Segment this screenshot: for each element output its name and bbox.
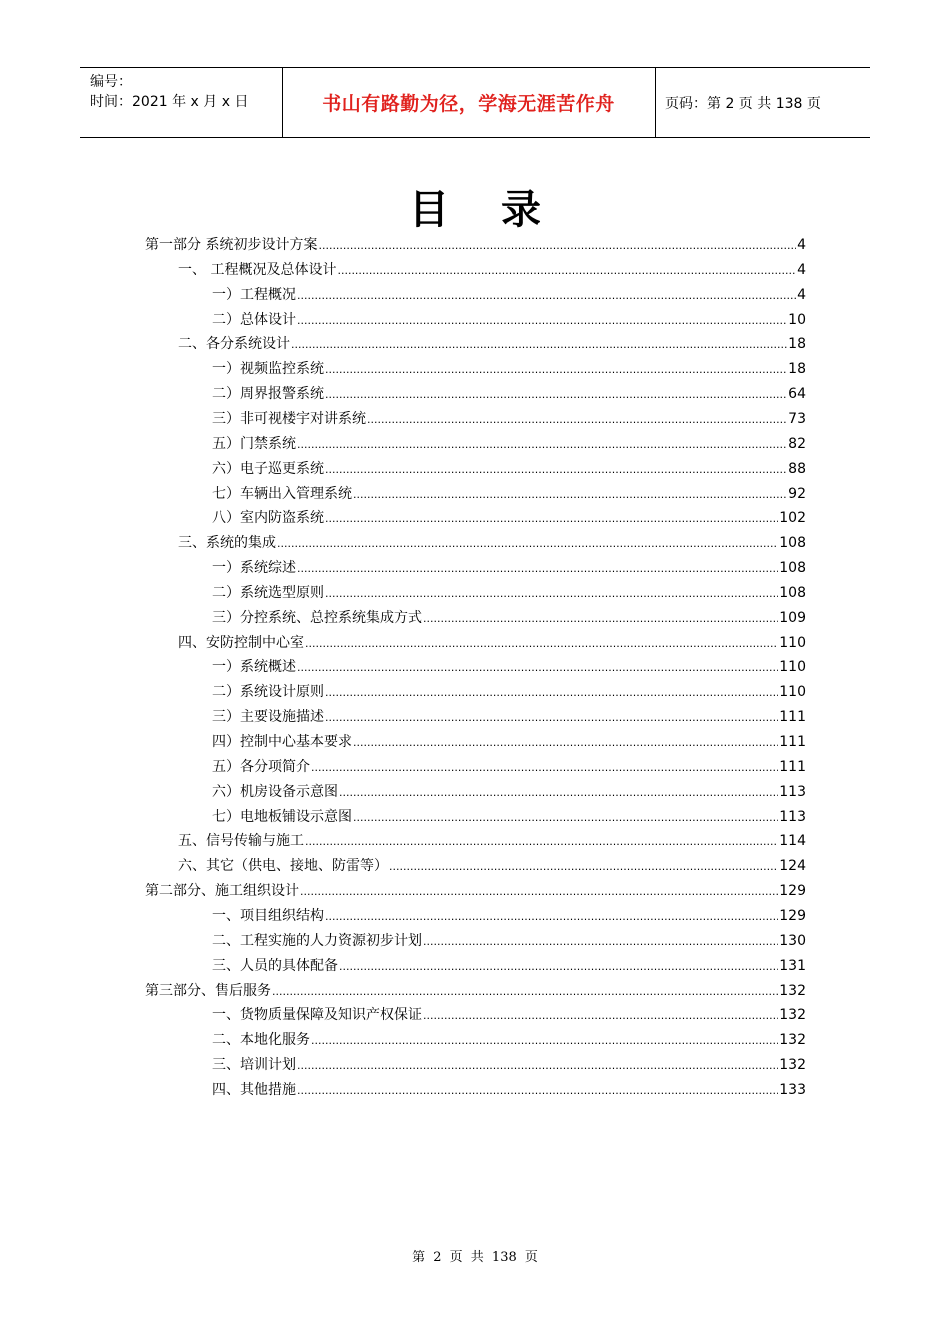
toc-entry-page: 4: [797, 286, 806, 303]
toc-leader-dots: [297, 556, 778, 581]
toc-entry-page: 64: [788, 386, 806, 403]
toc-entry-label: 三）分控系统、总控系统集成方式: [212, 609, 422, 626]
toc-entry-page: 109: [779, 609, 806, 626]
toc-entry-label: 五、信号传输与施工: [178, 833, 304, 850]
toc-leader-dots: [297, 655, 778, 680]
toc-entry[interactable]: [212, 1053, 806, 1078]
toc-entry-label: 一、 工程概况及总体设计: [178, 261, 337, 278]
toc-entry-page: 111: [779, 758, 806, 775]
toc-entry-page: 113: [779, 808, 806, 825]
toc-entry-page: 132: [779, 1057, 806, 1074]
toc-entry[interactable]: [212, 581, 806, 606]
toc-leader-dots: [325, 506, 778, 531]
toc-leader-dots: [277, 531, 778, 556]
toc-leader-dots: [300, 879, 778, 904]
toc-leader-dots: [325, 581, 778, 606]
toc-leader-dots: [305, 631, 778, 656]
toc-leader-dots: [272, 979, 778, 1004]
toc-entry-label: 第一部分 系统初步设计方案: [145, 237, 318, 253]
toc-entry[interactable]: [212, 556, 806, 581]
toc-leader-dots: [311, 755, 778, 780]
toc-leader-dots: [318, 233, 796, 258]
header-page-info: 页码：第 2 页 共 138 页: [665, 95, 821, 112]
toc-entry[interactable]: [212, 283, 806, 308]
toc-entry-page: 110: [779, 684, 806, 701]
toc-entry-label: 一、货物质量保障及知识产权保证: [212, 1007, 422, 1024]
toc-leader-dots: [291, 332, 787, 357]
toc-entry-label: 三、人员的具体配备: [212, 957, 338, 974]
toc-entry-page: 113: [779, 783, 806, 800]
toc-entry[interactable]: [212, 929, 806, 954]
toc-leader-dots: [423, 1003, 778, 1028]
toc-entry[interactable]: [212, 705, 806, 730]
toc-leader-dots: [325, 680, 778, 705]
toc-entry[interactable]: [145, 233, 806, 258]
toc-entry[interactable]: [212, 904, 806, 929]
toc-leader-dots: [367, 407, 787, 432]
toc-entry-page: 111: [779, 709, 806, 726]
toc-entry-label: 六）机房设备示意图: [212, 783, 338, 800]
toc-entry-page: 82: [788, 435, 806, 452]
toc-entry-page: 110: [779, 659, 806, 676]
header-divider: [655, 68, 656, 137]
toc-entry[interactable]: [212, 357, 806, 382]
toc-entry-label: 五）门禁系统: [212, 435, 296, 452]
toc-entry-page: 124: [779, 858, 806, 875]
toc-entry-label: 二、各分系统设计: [178, 336, 290, 353]
toc-leader-dots: [389, 854, 778, 879]
toc-entry[interactable]: [178, 258, 806, 283]
toc-entry[interactable]: [212, 680, 806, 705]
toc-entry-page: 4: [797, 237, 806, 253]
toc-entry[interactable]: [178, 531, 806, 556]
toc-entry-label: 一、项目组织结构: [212, 907, 324, 924]
toc-leader-dots: [423, 929, 778, 954]
toc-leader-dots: [305, 829, 778, 854]
toc-entry-label: 第三部分、售后服务: [145, 982, 271, 999]
toc-entry-label: 六、其它（供电、接地、防雷等）: [178, 858, 388, 875]
toc-entry-label: 三）非可视楼宇对讲系统: [212, 410, 366, 427]
toc-entry-label: 八）室内防盗系统: [212, 510, 324, 527]
toc-entry-label: 二、本地化服务: [212, 1032, 310, 1049]
toc-entry-label: 三、系统的集成: [178, 535, 276, 552]
toc-leader-dots: [297, 1078, 778, 1103]
toc-entry[interactable]: [178, 854, 806, 879]
toc-entry-page: 4: [797, 261, 806, 278]
toc-entry-page: 108: [779, 560, 806, 577]
toc-entry-page: 133: [779, 1081, 806, 1098]
toc-leader-dots: [297, 283, 796, 308]
toc-entry[interactable]: [212, 432, 806, 457]
toc-entry-page: 132: [779, 1007, 806, 1024]
toc-leader-dots: [325, 382, 787, 407]
toc-entry-page: 132: [779, 1032, 806, 1049]
toc-entry[interactable]: [212, 606, 806, 631]
toc-entry-page: 108: [779, 584, 806, 601]
toc-entry[interactable]: [212, 954, 806, 979]
toc-entry[interactable]: [212, 805, 806, 830]
toc-entry-label: 一）系统综述: [212, 560, 296, 577]
toc-entry-label: 二）系统选型原则: [212, 584, 324, 601]
toc-entry-page: 129: [779, 883, 806, 900]
toc-entry[interactable]: [212, 1003, 806, 1028]
toc-entry[interactable]: [212, 382, 806, 407]
toc-leader-dots: [297, 432, 787, 457]
toc-entry-label: 二）总体设计: [212, 311, 296, 328]
toc-entry[interactable]: [145, 879, 806, 904]
toc-entry-label: 二、工程实施的人力资源初步计划: [212, 932, 422, 949]
toc-entry-page: 114: [779, 833, 806, 850]
toc-entry-label: 七）车辆出入管理系统: [212, 485, 352, 502]
toc-entry-label: 一）系统概述: [212, 659, 296, 676]
toc-entry-page: 18: [788, 336, 806, 353]
toc-entry-page: 130: [779, 932, 806, 949]
toc-entry-label: 三、培训计划: [212, 1057, 296, 1074]
toc-entry[interactable]: [178, 332, 806, 357]
toc-entry-label: 三）主要设施描述: [212, 709, 324, 726]
toc-entry[interactable]: [212, 1078, 806, 1103]
toc-entry[interactable]: [178, 829, 806, 854]
toc-entry-label: 第二部分、施工组织设计: [145, 883, 299, 900]
toc-entry-page: 18: [788, 361, 806, 378]
toc-leader-dots: [353, 730, 778, 755]
toc-entry[interactable]: [212, 755, 806, 780]
toc-entry[interactable]: [145, 979, 806, 1004]
toc-entry[interactable]: [212, 655, 806, 680]
toc-entry-page: 10: [788, 311, 806, 328]
toc-entry[interactable]: [178, 631, 806, 656]
page-footer: 第 2 页 共 138 页: [412, 1250, 538, 1265]
header-meta: [90, 72, 248, 112]
toc-leader-dots: [325, 457, 787, 482]
toc-leader-dots: [297, 308, 787, 333]
toc-entry-page: 129: [779, 907, 806, 924]
toc-leader-dots: [325, 904, 778, 929]
toc-leader-dots: [353, 805, 778, 830]
code-label: 编号：: [90, 74, 132, 90]
toc-entry-label: 六）电子巡更系统: [212, 460, 324, 477]
toc-entry[interactable]: [212, 780, 806, 805]
toc-entry[interactable]: [212, 506, 806, 531]
time-label: 时间：2021 年 x 月 x 日: [90, 94, 249, 110]
toc-leader-dots: [337, 258, 796, 283]
toc-leader-dots: [311, 1028, 778, 1053]
toc-entry-page: 102: [779, 510, 806, 527]
toc-leader-dots: [297, 1053, 778, 1078]
toc-entry[interactable]: [212, 482, 806, 507]
toc-entry[interactable]: [212, 730, 806, 755]
toc-entry-page: 111: [779, 734, 806, 750]
toc-entry-label: 二）周界报警系统: [212, 386, 324, 403]
toc-entry-label: 七）电地板铺设示意图: [212, 808, 352, 825]
toc-leader-dots: [423, 606, 778, 631]
toc-entry[interactable]: [212, 1028, 806, 1053]
toc-leader-dots: [353, 482, 787, 507]
toc-entry-page: 132: [779, 982, 806, 999]
toc-leader-dots: [325, 357, 787, 382]
toc-entry-label: 五）各分项简介: [212, 758, 310, 775]
toc-entry-page: 73: [788, 410, 806, 427]
toc-entry-page: 88: [788, 460, 806, 477]
toc-entry-label: 四、安防控制中心室: [178, 634, 304, 651]
toc-leader-dots: [325, 705, 778, 730]
toc-entry-page: 110: [779, 634, 806, 651]
toc-entry-label: 四、其他措施: [212, 1081, 296, 1098]
toc-entry-page: 108: [779, 535, 806, 552]
toc-entry-page: 131: [779, 957, 806, 974]
toc-title: 目录: [409, 187, 593, 233]
toc-entry[interactable]: [212, 407, 806, 432]
toc-entry-label: 一）视频监控系统: [212, 361, 324, 378]
toc-entry[interactable]: [212, 308, 806, 333]
page-header: [80, 67, 870, 138]
toc-entry-page: 92: [788, 485, 806, 502]
toc-entry[interactable]: [212, 457, 806, 482]
header-motto: 书山有路勤为径，学海无涯苦作舟: [322, 93, 615, 115]
toc-entry-label: 二）系统设计原则: [212, 684, 324, 701]
toc-leader-dots: [339, 780, 778, 805]
toc-leader-dots: [339, 954, 778, 979]
toc-entry-label: 一）工程概况: [212, 286, 296, 303]
toc-entry-label: 四）控制中心基本要求: [212, 734, 352, 750]
